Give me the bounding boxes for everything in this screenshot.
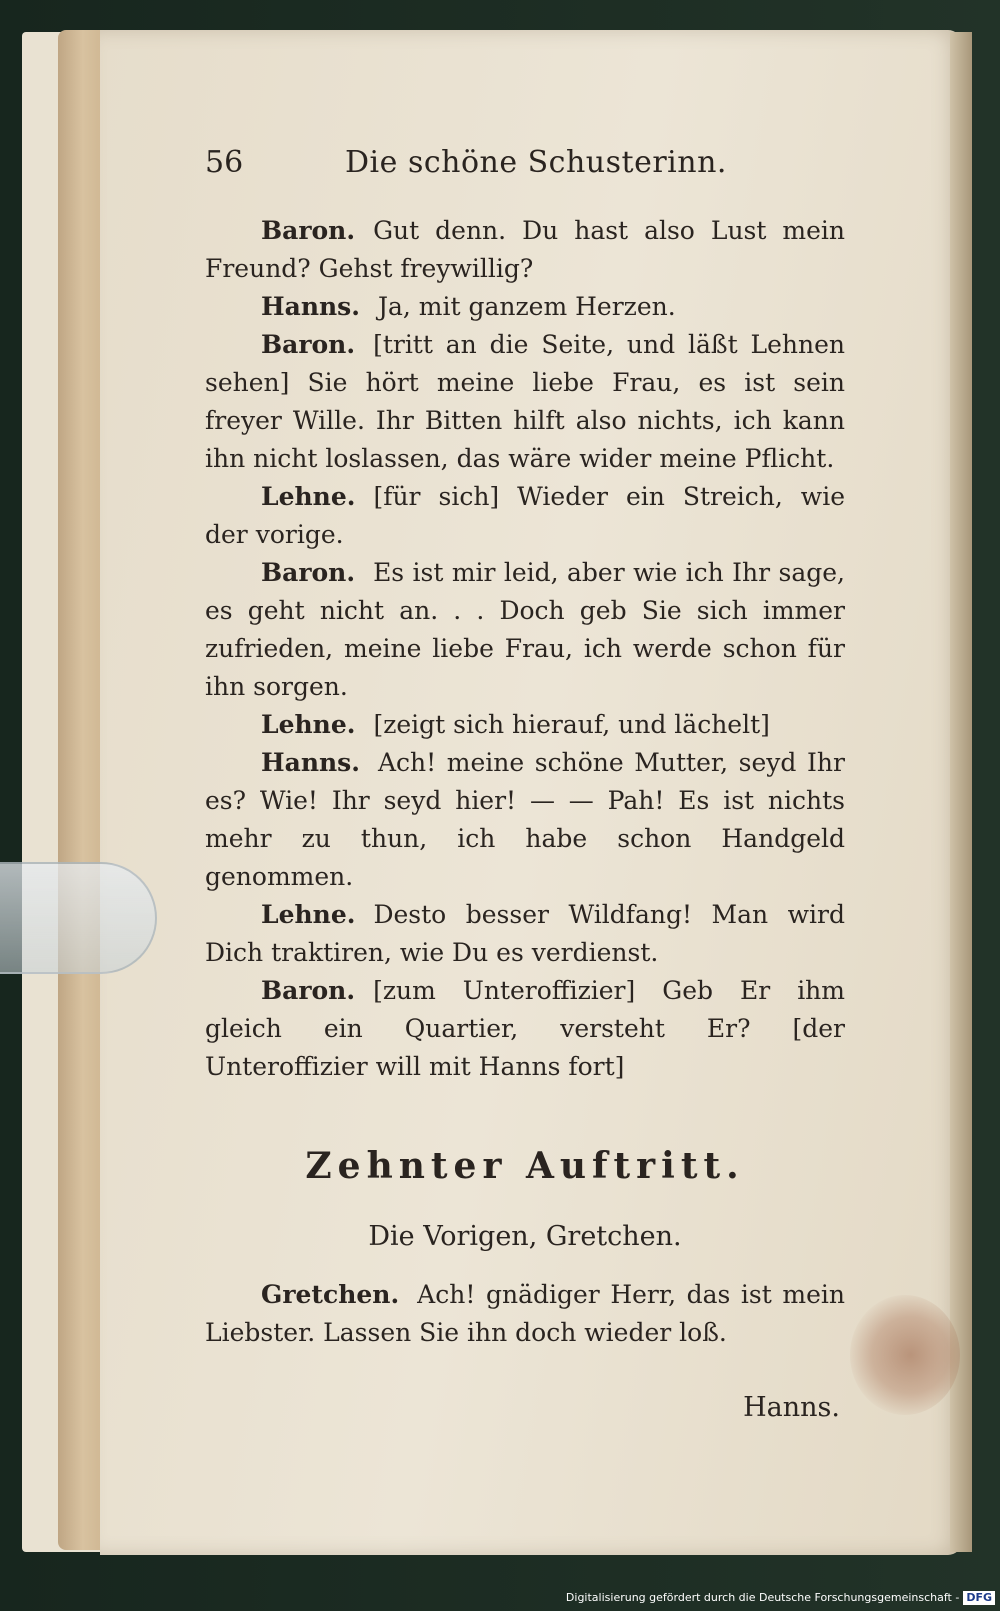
- scene-cast: Die Vorigen, Gretchen.: [368, 1221, 682, 1252]
- dialogue-text: [tritt an die Seite, und läßt Lehnen sehen] Sie hört meine liebe Frau, es ist sein freyer Wille. Ihr Bitten hilft also nichts, ich kann ihn nicht loslassen, das wäre wider meine Pflicht.: [205, 330, 845, 473]
- dialogue-text: [zeigt sich hierauf, und lächelt]: [373, 710, 770, 739]
- speaker-name: Gretchen.: [261, 1280, 400, 1309]
- dialogue-paragraph: [205, 554, 845, 706]
- dialogue-paragraph: [205, 326, 845, 478]
- dialogue-paragraph: [205, 744, 845, 896]
- dialogue-text: [zum Unteroffizier] Geb Er ihm gleich ein Quartier, versteht Er? [der Unteroffizier will mit Hanns fort]: [205, 976, 845, 1081]
- speaker-name: Hanns.: [261, 292, 360, 321]
- speaker-name: Lehne.: [261, 900, 356, 929]
- dialogue-paragraph: [205, 972, 845, 1086]
- dialogue-text: Es ist mir leid, aber wie ich Ihr sage, es geht nicht an. . . Doch geb Sie sich immer zufrieden, meine liebe Frau, ich werde schon für ihn sorgen.: [205, 558, 845, 701]
- speaker-name: Baron.: [261, 558, 356, 587]
- running-title: Die schöne Schusterinn.: [345, 145, 727, 180]
- dialogue-paragraph: [205, 212, 845, 288]
- speaker-name: Baron.: [261, 216, 356, 245]
- page-clip: [0, 862, 157, 974]
- dialogue-text: Gut denn. Du hast also Lust mein Freund? Gehst freywillig?: [205, 216, 845, 283]
- dialogue-paragraph: [205, 1276, 845, 1352]
- speaker-name: Lehne.: [261, 482, 356, 511]
- dialogue-text: [für sich] Wieder ein Streich, wie der vorige.: [205, 482, 845, 549]
- speaker-name: Baron.: [261, 976, 356, 1005]
- dialogue-text: Ja, mit ganzem Herzen.: [377, 292, 676, 321]
- credit-text: Digitalisierung gefördert durch die Deutsche Forschungsgemeinschaft -: [565, 1591, 960, 1604]
- scene-dialogue-block: [205, 1276, 845, 1352]
- page-header: [205, 145, 845, 195]
- dialogue-paragraph: [205, 288, 845, 326]
- catchword: Hanns.: [743, 1392, 840, 1423]
- speaker-name: Baron.: [261, 330, 356, 359]
- speaker-name: Hanns.: [261, 748, 360, 777]
- dfg-logo: DFG: [963, 1591, 995, 1605]
- dialogue-paragraph: [205, 478, 845, 554]
- digitization-credit: [560, 1588, 995, 1608]
- speaker-name: Lehne.: [261, 710, 356, 739]
- right-page-edge: [950, 32, 972, 1552]
- scene-heading: Zehnter Auftritt.: [305, 1145, 745, 1187]
- page-text: [205, 212, 845, 1352]
- dialogue-text: Ach! meine schöne Mutter, seyd Ihr es? Wie! Ihr seyd hier! — — Pah! Es ist nichts mehr zu thun, ich habe schon Handgeld genommen.: [205, 748, 845, 891]
- dialogue-text: Desto besser Wildfang! Man wird Dich traktiren, wie Du es verdienst.: [205, 900, 845, 967]
- dialogue-block: [205, 212, 845, 1086]
- dialogue-text: Ach! gnädiger Herr, das ist mein Liebster. Lassen Sie ihn doch wieder loß.: [205, 1280, 845, 1347]
- dialogue-paragraph: [205, 896, 845, 972]
- page-stain: [850, 1295, 960, 1415]
- page-number: 56: [205, 145, 244, 180]
- dialogue-paragraph: [205, 706, 845, 744]
